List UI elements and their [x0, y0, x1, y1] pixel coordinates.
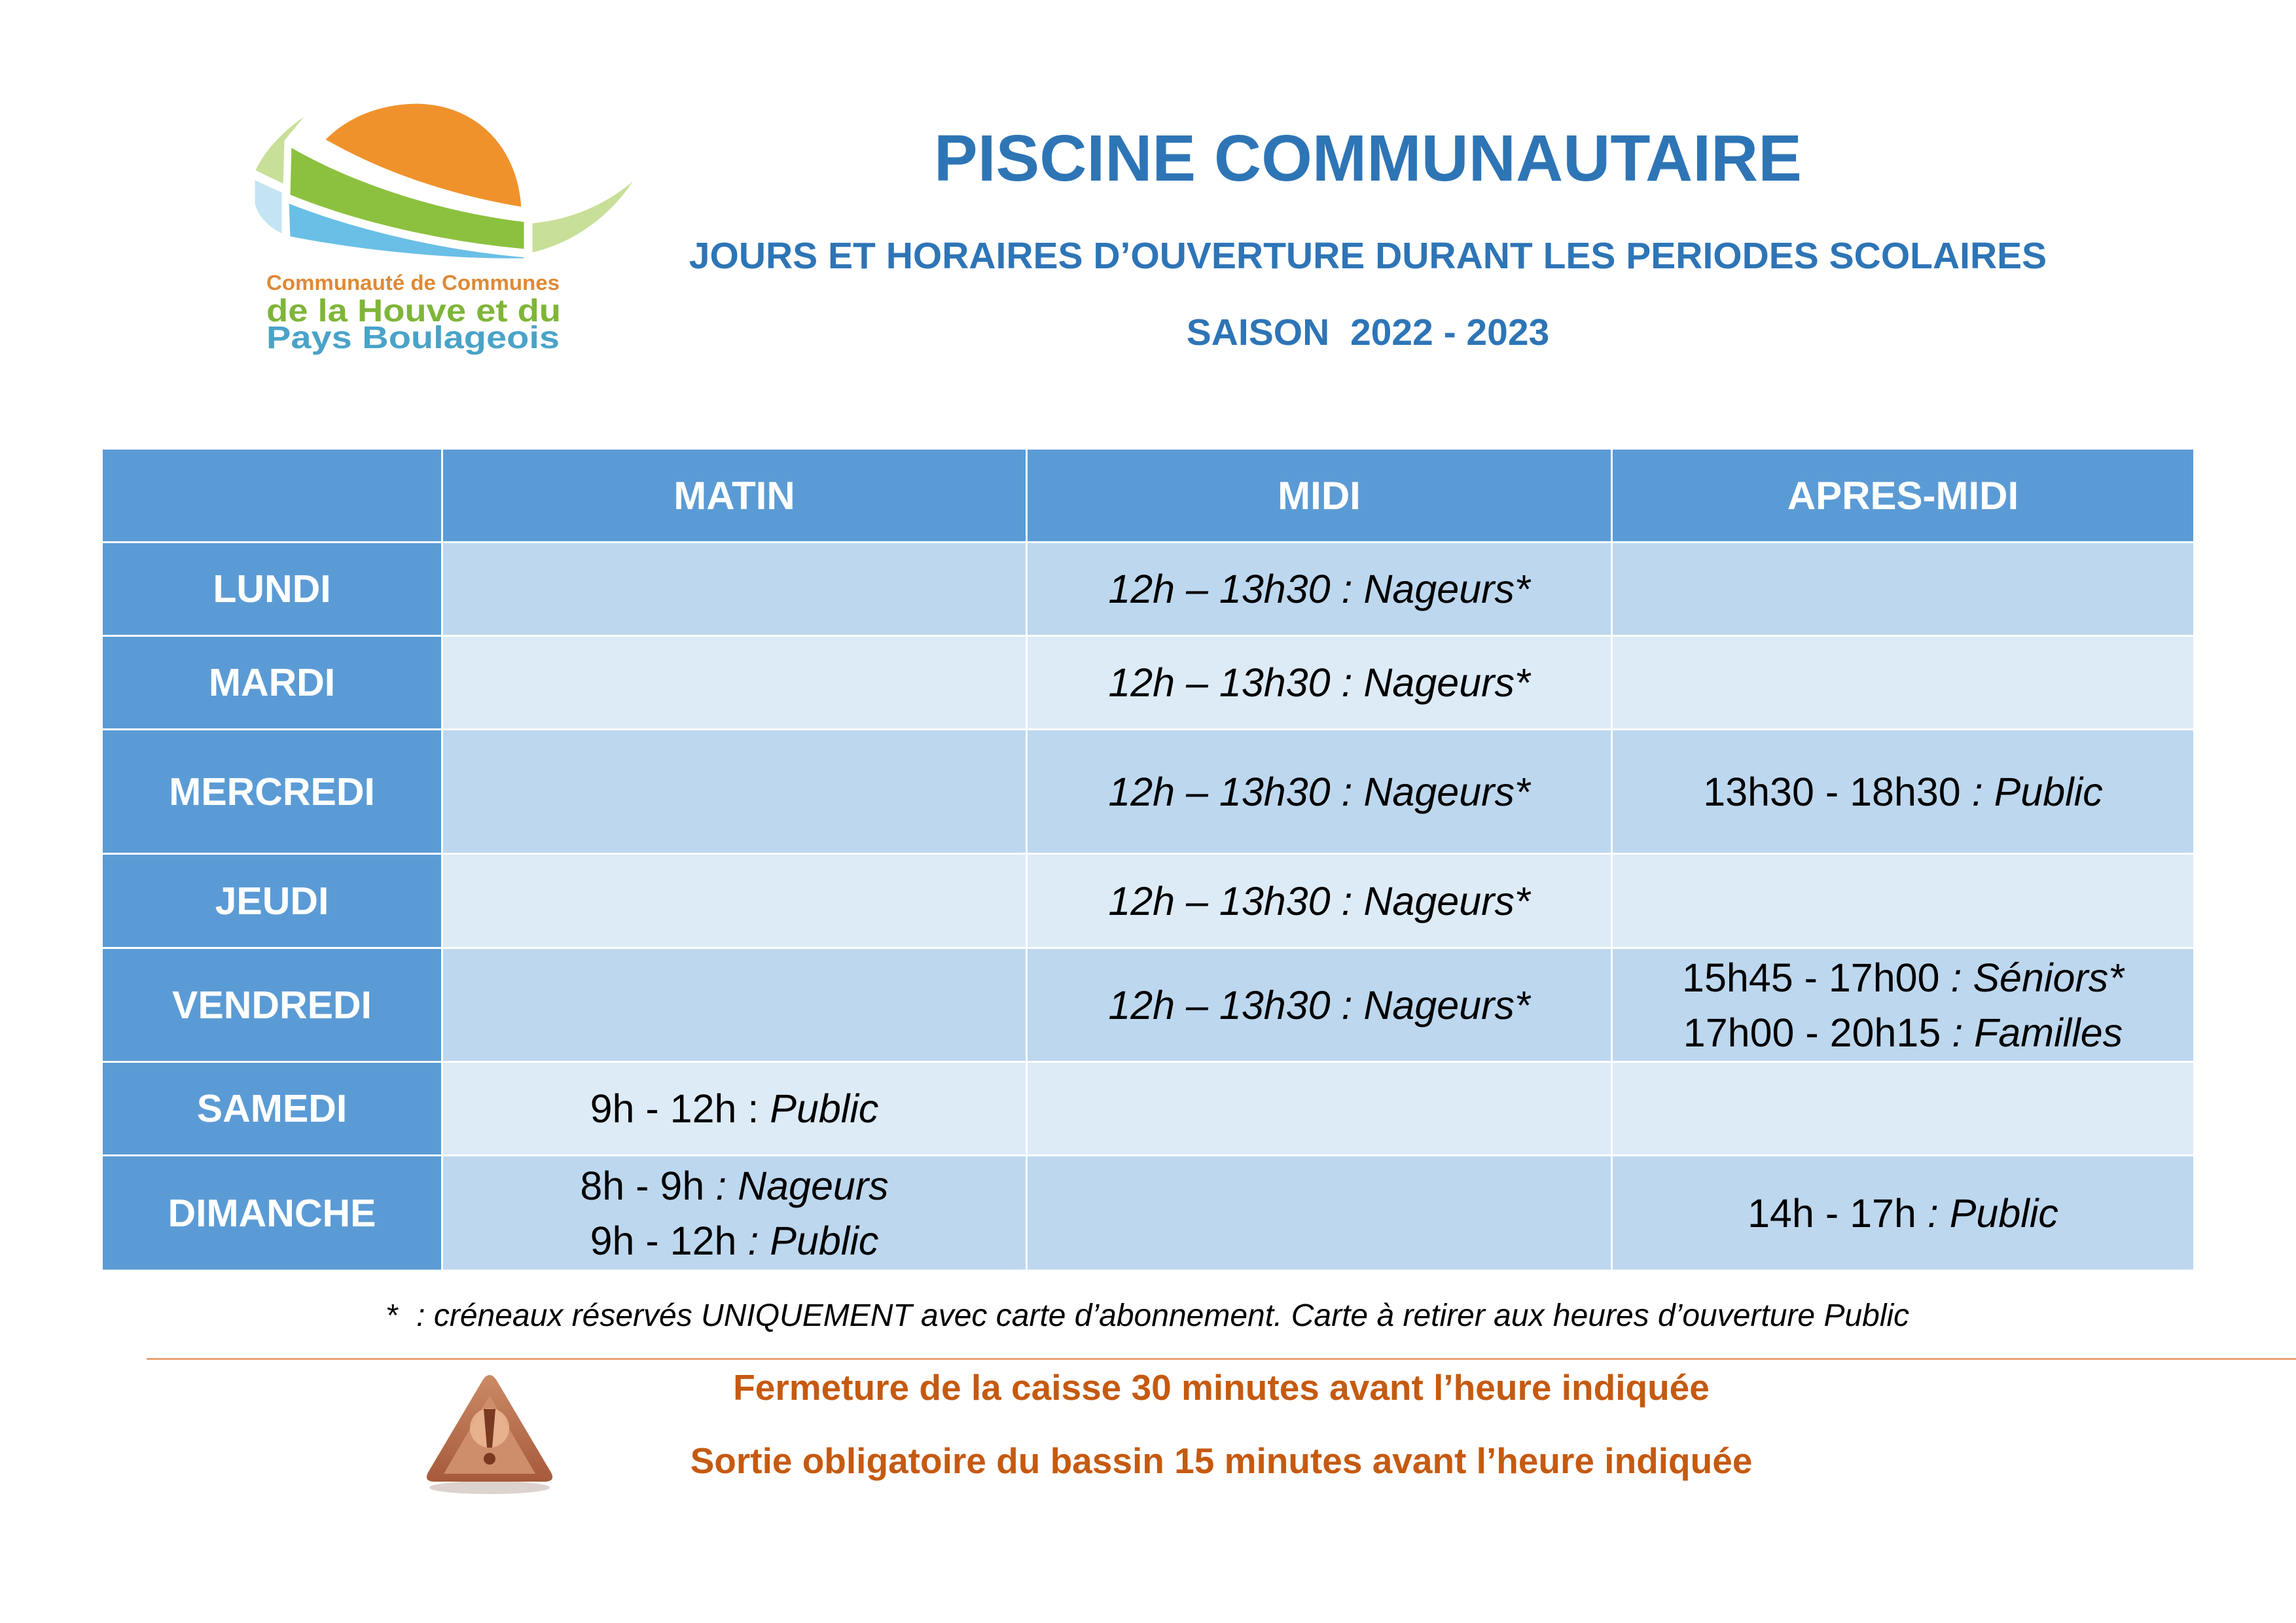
time-slot [1108, 562, 1530, 616]
time-slot [590, 1081, 879, 1136]
cell-lundi-apres-midi [1613, 543, 2193, 635]
time-slot [1682, 950, 2124, 1005]
divider-line [147, 1358, 2296, 1360]
cell-dimanche-midi [1028, 1156, 1611, 1270]
time-slot [1703, 764, 2102, 819]
slot-time: 9h - 12h : [590, 1086, 770, 1131]
footnote [0, 1300, 2296, 1332]
cell-mardi-matin [443, 637, 1026, 728]
slot-text: 12h – 13h30 : Nageurs* [1108, 982, 1530, 1027]
time-slot [1683, 1005, 2123, 1060]
footnote-marker: * [386, 1298, 399, 1333]
notice-cash-closing: Fermeture de la caisse 30 minutes avant l’heure indiquée [733, 1367, 1710, 1408]
cell-dimanche-matin [443, 1156, 1026, 1270]
time-slot [1108, 655, 1530, 710]
slot-time: 9h - 12h [590, 1218, 748, 1263]
slot-label: Public [770, 1086, 879, 1131]
day-mercredi: MERCREDI [103, 730, 441, 853]
day-dimanche: DIMANCHE [103, 1156, 441, 1270]
page-title: PISCINE COMMUNAUTAIRE [934, 122, 1802, 195]
day-mardi: MARDI [103, 637, 441, 728]
column-header-matin: MATIN [443, 450, 1026, 541]
day-samedi: SAMEDI [103, 1063, 441, 1154]
cell-samedi-apres-midi [1613, 1063, 2193, 1154]
day-lundi: LUNDI [103, 543, 441, 635]
slot-time: 15h45 - 17h00 [1682, 955, 1951, 1000]
slot-text: 12h – 13h30 : Nageurs* [1108, 567, 1530, 611]
slot-label: : Séniors* [1950, 955, 2124, 1000]
schedule-table [103, 450, 2193, 1270]
cell-mercredi-apres-midi [1613, 730, 2193, 853]
cell-lundi-matin [443, 543, 1026, 635]
time-slot [1108, 874, 1530, 929]
cell-vendredi-midi [1028, 949, 1611, 1061]
slot-label: : Public [1927, 1190, 2058, 1236]
slot-label: : Familles [1952, 1010, 2123, 1055]
cell-mardi-midi [1028, 637, 1611, 728]
slot-label: : Nageurs [715, 1163, 889, 1208]
slot-time: 13h30 - 18h30 [1703, 769, 1972, 814]
cell-vendredi-apres-midi [1613, 949, 2193, 1061]
slot-label: : Public [747, 1218, 879, 1263]
page-subtitle: JOURS ET HORAIRES D’OUVERTURE DURANT LES PERIODES SCOLAIRES [689, 235, 2047, 277]
cell-jeudi-apres-midi [1613, 855, 2193, 947]
logo-text-line1: Communauté de Communes [266, 271, 560, 294]
logo-text-line2: de la Houve et du [266, 294, 561, 329]
time-slot [1108, 764, 1530, 819]
slot-text: 12h – 13h30 : Nageurs* [1108, 769, 1530, 814]
time-slot [590, 1213, 879, 1268]
warning-shadow [429, 1481, 550, 1494]
time-slot [1108, 978, 1530, 1033]
season-label: SAISON 2022 - 2023 [1186, 312, 1550, 353]
header-corner-cell [103, 450, 441, 541]
cell-samedi-matin [443, 1063, 1026, 1154]
notice-pool-exit: Sortie obligatoire du bassin 15 minutes avant l’heure indiquée [690, 1440, 1753, 1481]
column-header-apres-midi: APRES-MIDI [1613, 450, 2193, 541]
cell-samedi-midi [1028, 1063, 1611, 1154]
slot-time: 14h - 17h [1748, 1190, 1928, 1236]
time-slot [580, 1158, 888, 1213]
cell-dimanche-apres-midi [1613, 1156, 2193, 1270]
slot-time: 17h00 - 20h15 [1683, 1010, 1952, 1055]
time-slot [1748, 1186, 2058, 1241]
cell-vendredi-matin [443, 949, 1026, 1061]
cell-jeudi-midi [1028, 855, 1611, 947]
logo-swoosh-shape [530, 169, 643, 255]
logo-text-line3: Pays Boulageois [266, 321, 560, 355]
logo [236, 98, 655, 366]
slot-text: 12h – 13h30 : Nageurs* [1108, 878, 1530, 923]
cell-mercredi-matin [443, 730, 1026, 853]
slot-time: 8h - 9h [580, 1163, 716, 1208]
cell-mardi-apres-midi [1613, 637, 2193, 728]
day-vendredi: VENDREDI [103, 949, 441, 1061]
column-header-midi: MIDI [1028, 450, 1611, 541]
cell-lundi-midi [1028, 543, 1611, 635]
day-jeudi: JEUDI [103, 855, 441, 947]
slot-label: : Public [1971, 769, 2103, 814]
cell-jeudi-matin [443, 855, 1026, 947]
footnote-text: : créneaux réservés UNIQUEMENT avec carte d’abonnement. Carte à retirer aux heures d’ouverture Public [399, 1298, 1910, 1333]
cell-mercredi-midi [1028, 730, 1611, 853]
slot-text: 12h – 13h30 : Nageurs* [1108, 660, 1530, 705]
